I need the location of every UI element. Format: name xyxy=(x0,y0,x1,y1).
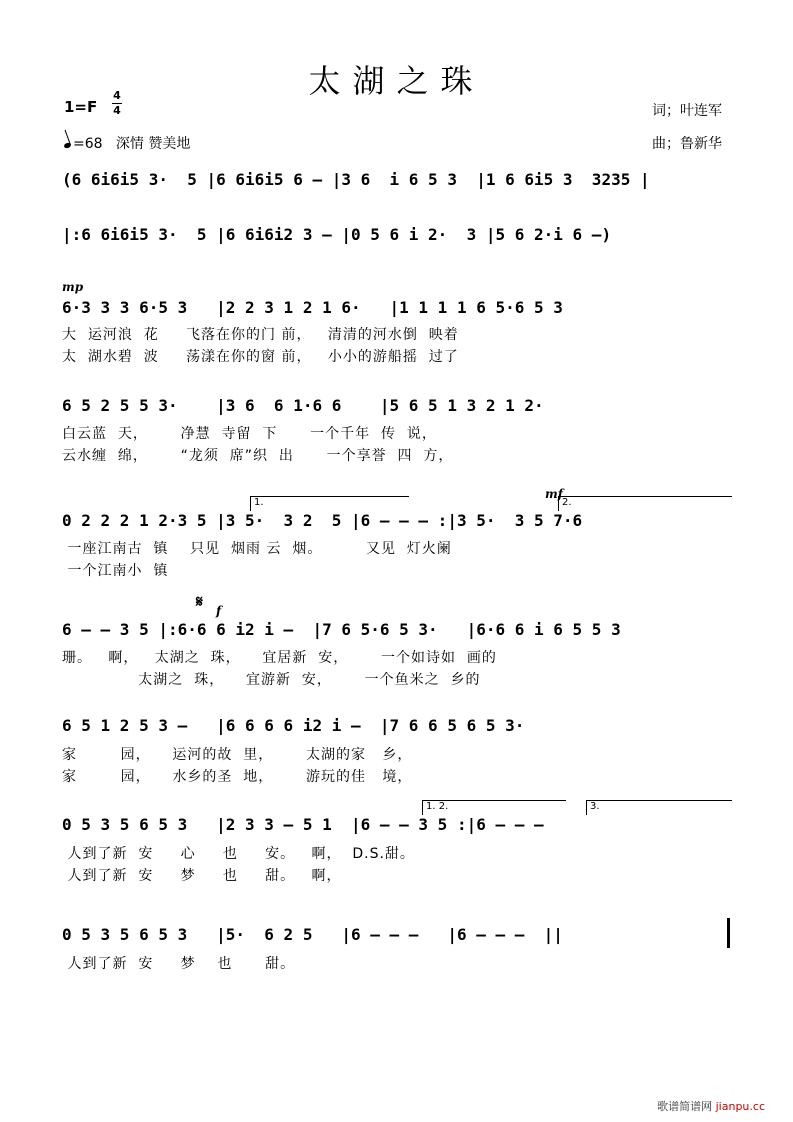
notes-line-2: |:6 6i6i5 3· 5 |6 6i6i2 3 – |0 5 6 i 2· 3 |5 6 2·i 6 –) xyxy=(62,225,612,244)
notes-line-6: 6 – – 3 5 |:6·6 6 i2 i – |7 6 5·6 5 3· |6·6 6 i 6 5 5 3 xyxy=(62,620,621,639)
lyric-line-9a: 人到了新 安 梦 也 甜。 xyxy=(62,956,296,972)
lyric-line-3a: 大 运河浪 花 飞落在你的门 前， 清清的河水倒 映着 xyxy=(62,327,459,343)
lyric-line-5b: 一个江南小 镇 xyxy=(62,563,169,579)
lyric-line-4b: 云水缠 绵， “龙须 席”织 出 一个享誉 四 方， xyxy=(62,448,454,464)
quarter-note-icon xyxy=(63,142,71,149)
watermark xyxy=(657,1098,765,1114)
volta-1: 1. xyxy=(250,496,409,511)
volta-1-2: 1. 2. xyxy=(422,800,566,815)
key-signature: 1=F xyxy=(64,98,98,116)
dynamic-mf: mf xyxy=(545,487,563,501)
meter-bottom: 4 xyxy=(113,104,121,117)
final-barline xyxy=(727,918,730,948)
segno-sign: 𝄋 xyxy=(196,592,203,611)
watermark-prefix: 歌谱简谱网 xyxy=(657,1100,713,1113)
notes-line-9: 0 5 3 5 6 5 3 |5· 6 2 5 |6 – – – |6 – – – || xyxy=(62,925,563,944)
watermark-site: jianpu.cc xyxy=(715,1100,765,1113)
tempo-marking xyxy=(64,133,190,153)
lyric-line-3b: 太 湖水碧 波 荡漾在你的窗 前， 小小的游船摇 过了 xyxy=(62,349,459,365)
expression-text: 深情 赞美地 xyxy=(115,136,191,152)
notes-line-3: 6·3 3 3 6·5 3 |2 2 3 1 2 1 6· |1 1 1 1 6 5·6 5 3 xyxy=(62,298,563,317)
volta-2: 2. xyxy=(558,496,732,511)
lyricist-credit: 词；叶连军 xyxy=(652,103,722,119)
composer-credit: 曲；鲁新华 xyxy=(652,136,722,152)
notes-line-8: 0 5 3 5 6 5 3 |2 3 3 – 5 1 |6 – – 3 5 :|6 – – – xyxy=(62,815,544,834)
tempo-value: =68 xyxy=(73,136,103,152)
notes-line-1: (6 6i6i5 3· 5 |6 6i6i5 6 – |3 6 i 6 5 3 |1 6 6i5 3 3235 | xyxy=(62,170,650,189)
lyric-line-6a: 珊。 啊， 太湖之 珠， 宜居新 安， 一个如诗如 画的 xyxy=(62,650,497,666)
lyric-line-8b: 人到了新 安 梦 也 甜。 啊， xyxy=(62,868,342,884)
lyric-line-5a: 一座江南古 镇 只见 烟雨 云 烟。 又见 灯火阑 xyxy=(62,541,452,557)
time-signature xyxy=(112,90,122,117)
song-title: 太湖之珠 xyxy=(308,62,485,100)
notes-line-5: 0 2 2 2 1 2·3 5 |3 5· 3 2 5 |6 – – – :|3 5· 3 5 7·6 xyxy=(62,511,583,530)
lyric-line-4a: 白云蓝 天， 净慧 寺留 下 一个千年 传 说， xyxy=(62,426,437,442)
dynamic-f: f xyxy=(216,604,222,618)
volta-3: 3. xyxy=(586,800,732,815)
lyric-line-7b: 家 园， 水乡的圣 地， 游玩的佳 境， xyxy=(62,769,413,785)
lyric-line-8a: 人到了新 安 心 也 安。 啊， D.S.甜。 xyxy=(62,846,415,862)
notes-line-4: 6 5 2 5 5 3· |3 6 6 1·6 6 |5 6 5 1 3 2 1 2· xyxy=(62,396,544,415)
notes-line-7: 6 5 1 2 5 3 – |6 6 6 6 i2 i – |7 6 6 5 6 5 3· xyxy=(62,716,525,735)
meter-top: 4 xyxy=(113,89,121,102)
dynamic-mp: mp xyxy=(62,280,84,294)
lyric-line-6b: 太湖之 珠， 宜游新 安， 一个鱼米之 乡的 xyxy=(62,672,481,688)
lyric-line-7a: 家 园， 运河的故 里， 太湖的家 乡， xyxy=(62,747,413,763)
